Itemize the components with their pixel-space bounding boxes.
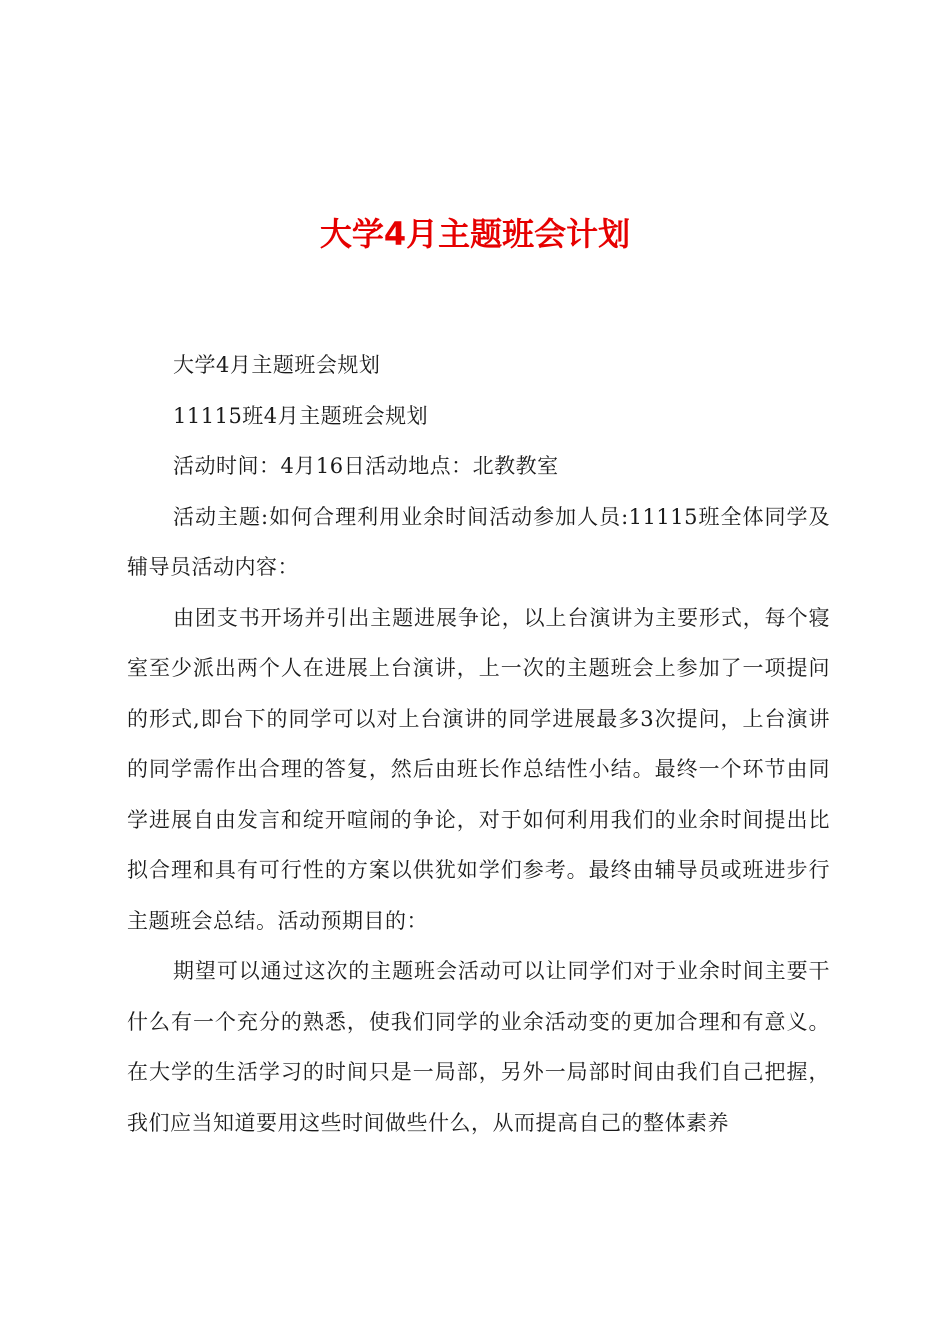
document-body <box>127 340 830 1148</box>
subtitle-line: 大学4月主题班会规划 <box>173 353 381 377</box>
document-title: 大学4月主题班会计划 <box>319 215 631 253</box>
time-location-line: 活动时间：4月16日活动地点：北教教室 <box>173 454 559 478</box>
activity-content-paragraph: 由团支书开场并引出主题进展争论，以上台演讲为主要形式，每个寝室至少派出两个人在进展上台演讲，上一次的主题班会上参加了一项提问的形式,即台下的同学可以对上台演讲的同学进展最多3次提问，上台演讲的同学需作出合理的答复，然后由班长作总结性小结。最终一个环节由同学进展自由发言和绽开喧闹的争论，对于如何利用我们的业余时间提出比拟合理和具有可行性的方案以供犹如学们参考。最终由辅导员或班进步行主题班会总结。活动预期目的： <box>127 605 830 933</box>
theme-participants-paragraph: 活动主题:如何合理利用业余时间活动参加人员:11115班全体同学及辅导员活动内容： <box>127 504 830 579</box>
expected-goal-paragraph: 期望可以通过这次的主题班会活动可以让同学们对于业余时间主要干什么有一个充分的熟悉，使我们同学的业余活动变的更加合理和有意义。在大学的生活学习的时间只是一局部，另外一局部时间由我们自己把握，我们应当知道要用这些时间做些什么，从而提高自己的整体素养 <box>127 959 830 1135</box>
class-plan-line: 11115班4月主题班会规划 <box>173 403 429 428</box>
